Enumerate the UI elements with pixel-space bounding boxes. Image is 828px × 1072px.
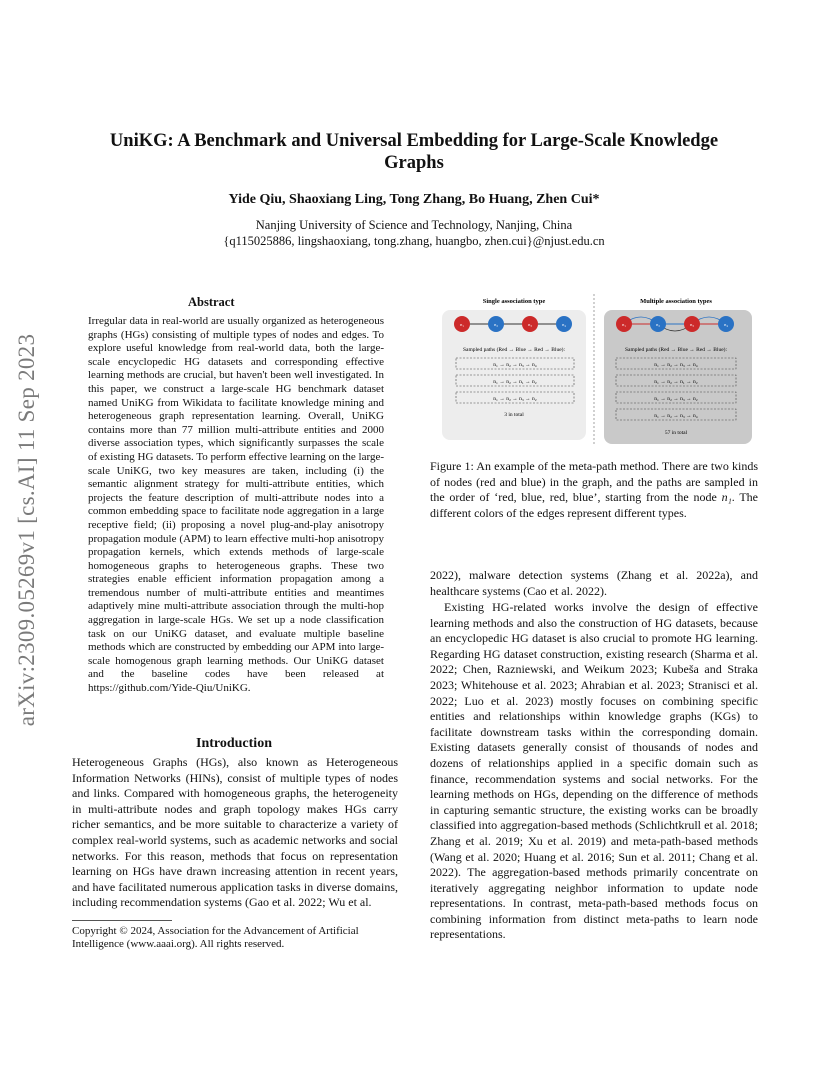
fig-right-total: 57 in total xyxy=(664,430,688,436)
fig-left-node-label-2: n₂ xyxy=(494,322,498,327)
fig-right-title: Multiple association types xyxy=(640,298,712,305)
affiliation-line: Nanjing University of Science and Technology, Nanjing, China xyxy=(255,218,573,232)
right-column-paragraph-1: 2022), malware detection systems (Zhang et al. 2022a), and healthcare systems (Cao et al. 2022). xyxy=(430,568,758,598)
author-list: Yide Qiu, Shaoxiang Ling, Tong Zhang, Bo Huang, Zhen Cui* xyxy=(228,192,600,207)
fig-right-path-1: n₁ → n₂ → n₃ → n₄ xyxy=(654,362,698,368)
fig-left-node-label-3: n₃ xyxy=(528,322,532,327)
affiliation xyxy=(80,218,748,249)
caption-math: n₁ xyxy=(721,490,732,505)
fig-left-title: Single association type xyxy=(482,298,546,305)
fig-left-sampled-label: Sampled paths (Red → Blue → Red → Blue): xyxy=(462,347,566,353)
fig-right-sampled-label: Sampled paths (Red → Blue → Red → Blue): xyxy=(624,347,728,353)
introduction-body: Heterogeneous Graphs (HGs), also known as Heterogeneous Information Networks (HINs), consist of multiple types of nodes and links. Compared with homogeneous graphs, the heterogeneity in multi-attribute nodes and graph topology makes HGs carry richer semantics, and be more suitable to characterize a variety of complex real-world systems, such as academic networks and social networks. For this reason, methods that focus on representation learning on HGs have drawn increasing attention in recent years, and have facilitated numerous application tasks in diverse domains, including recommendation systems (Gao et al. 2022; Wu et al. xyxy=(72,755,398,910)
fig-right-node-label-2: n₂ xyxy=(656,322,660,327)
figure-1-caption xyxy=(430,459,758,521)
fig-right-path-4: n₁ → n₂ → n₃ → n₄ xyxy=(654,413,698,419)
fig-right-node-label-3: n₃ xyxy=(690,322,694,327)
fig-left-node-label-4: n₄ xyxy=(562,322,566,327)
copyright-note: Copyright © 2024, Association for the Advancement of Artificial Intelligence (www.aaai.org). All rights reserved. xyxy=(72,925,359,951)
arxiv-stamp xyxy=(12,300,42,760)
fig-left-path-2: n₁ → n₂ → n₁ → n₂ xyxy=(493,379,537,385)
fig-right-path-3: n₁ → n₂ → n₃ → n₂ xyxy=(654,396,698,402)
right-column-paragraph-2: Existing HG-related works involve the design of effective learning methods and also the construction of HG datasets, because an encyclopedic HG dataset is also crucial to promote HG learning. Regarding HG dataset construction, existing research (Sharma et al. 2022; Chen, Razniewski, and Weikum 2023; Kubeša and Straka 2023; Whitehouse et al. 2023; Ahrabian et al. 2023; Stranisci et al. 2022; Luo et al. 2023) mostly focuses on combining specific entities and relationships within knowledge graphs (KGs) to facilitate downstream tasks within the corresponding domain. Existing datasets generally consist of thousands of nodes and dozens of relationships applied in a specific domain such as finance, recommendation systems and social networks. For the learning methods on HGs, depending on the difference of methods in capturing semantic structure, the existing works can be broadly classified into aggregation-based methods (Schlichtkrull et al. 2018; Zhang et al. 2019; Xu et al. 2019) and meta-path-based methods (Wang et al. 2020; Huang et al. 2016; Sun et al. 2011; Chang et al. 2022). The aggregation-based methods primarily concentrate on iteratively aggregating neighbor information to update node representations. In contrast, meta-path-based methods focus on combining information from distinct meta-paths to learn node representations. xyxy=(430,600,758,942)
abstract-heading: Abstract xyxy=(188,295,235,309)
fig-right-node-label-4: n₄ xyxy=(724,322,728,327)
arxiv-id: arXiv:2309.05269v1 [cs.AI] 11 Sep 2023 xyxy=(14,333,39,727)
email-line: {q115025886, lingshaoxiang, tong.zhang, huangbo, zhen.cui}@njust.edu.cn xyxy=(223,233,605,248)
footnote-rule xyxy=(72,920,172,921)
caption-text-before: Figure 1: An example of the meta-path method. There are two kinds of nodes (red and blue) in the graph, and the paths are sampled in the order of ‘red, blue, red, blue’, starting from the node xyxy=(430,459,758,505)
caption-text-after: . The different colors of the edges represent different types. xyxy=(430,490,758,520)
fig-left-path-3: n₁ → n₂ → n₃ → n₂ xyxy=(493,396,537,402)
fig-left-path-1: n₁ → n₂ → n₃ → n₄ xyxy=(493,362,537,368)
fig-left-node-label-1: n₁ xyxy=(460,322,464,327)
fig-right-path-2: n₁ → n₂ → n₁ → n₂ xyxy=(654,379,698,385)
abstract-body: Irregular data in real-world are usually organized as heterogeneous graphs (HGs) consisting of multiple types of nodes and edges. To explore useful knowledge from real-world data, both the large-scale encyclopedic HG datasets and corresponding effective learning methods are crucial, but haven't been well investigated. In this paper, we construct a large-scale HG benchmark dataset named UniKG from Wikidata to facilitate knowledge mining and heterogeneous graph representation learning. Overall, UniKG contains more than 77 million multi-attribute entities and 2000 diverse association types, which significantly surpasses the scale of existing HG datasets. To perform effective learning on the large-scale UniKG, two key measures are taken, including (i) the semantic alignment strategy for multi-attribute entities, which projects the feature description of multi-attribute nodes into a common embedding space to facilitate node aggregation in a large receptive field; (ii) proposing a novel plug-and-play anisotropy propagation module (APM) to learn effective multi-hop anisotropy propagation kernels, which extends methods of large-scale homogeneous graphs to heterogeneous graphs. These two strategies enable efficient information propagation among a tremendous number of multi-attribute entities and meantimes adaptively mine multi-attribute association through the multi-hop aggregation in large-scale HGs. We set up a node classification task on our UniKG dataset, and evaluate multiple baseline methods which are constructed by embedding our APM into large-scale homogenous graph learning methods. Our UniKG dataset and the baseline codes have been released at https://github.com/Yide-Qiu/UniKG. xyxy=(88,315,384,695)
fig-left-total: 3 in total xyxy=(504,412,524,418)
introduction-heading: Introduction xyxy=(196,736,272,751)
paper-title: UniKG: A Benchmark and Universal Embedding for Large-Scale Knowledge Graphs xyxy=(109,131,719,173)
fig-right-node-label-1: n₁ xyxy=(622,322,626,327)
figure-1 xyxy=(430,292,758,448)
